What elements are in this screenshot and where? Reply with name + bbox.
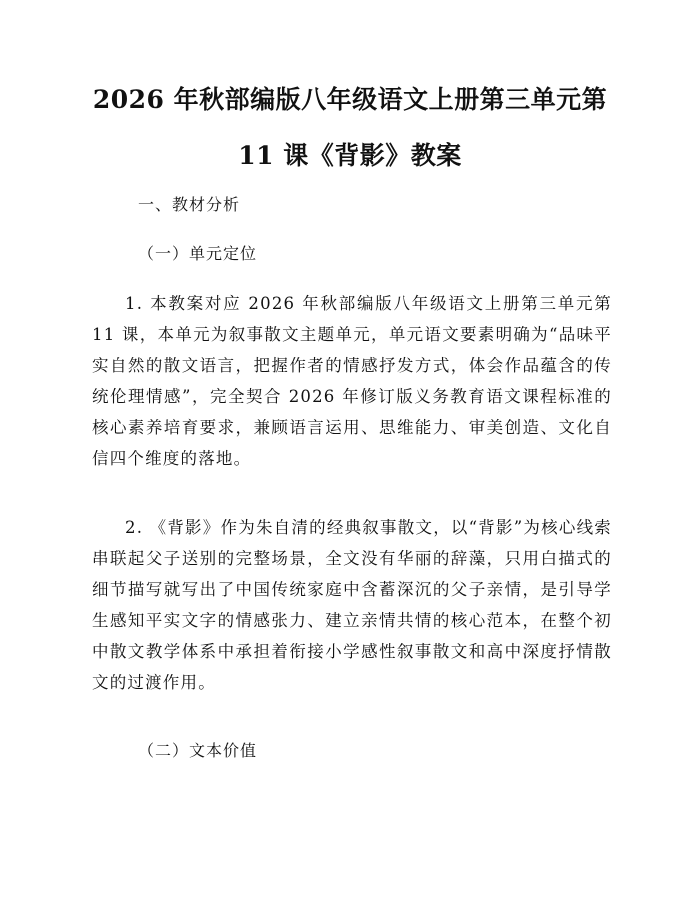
paragraph-1: 1. 本教案对应 2026 年秋部编版八年级语文上册第三单元第 11 课，本单元为叙事散文主题单元，单元语文要素明确为“品味平实自然的散文语言，把握作者的情感抒发方式，体会作品蕴含的传统伦理情感”，完全契合 2026 年修订版义务教育语文课程标准的核心素养培育要求，兼顾语言运用、思维能力、审美创造、文化自信四个维度的落地。 xyxy=(92,294,612,468)
subsection-heading-text-value: （二）文本价值 xyxy=(138,741,258,760)
section-heading-analysis: 一、教材分析 xyxy=(138,195,241,214)
document-title-line-2: 11 课《背影》教案 xyxy=(238,141,462,170)
paragraph-2: 2. 《背影》作为朱自清的经典叙事散文，以“背影”为核心线索串联起父子送别的完整场景，全文没有华丽的辞藻，只用白描式的细节描写就写出了中国传统家庭中含蓄深沉的父子亲情，是引导学生感知平实文字的情感张力、建立亲情共情的核心范本，在整个初中散文教学体系中承担着衔接小学感性叙事散文和高中深度抒情散文的过渡作用。 xyxy=(92,518,612,692)
subsection-heading-unit-position: （一）单元定位 xyxy=(138,244,258,263)
document-title-line-1: 2026 年秋部编版八年级语文上册第三单元第 xyxy=(92,85,608,114)
